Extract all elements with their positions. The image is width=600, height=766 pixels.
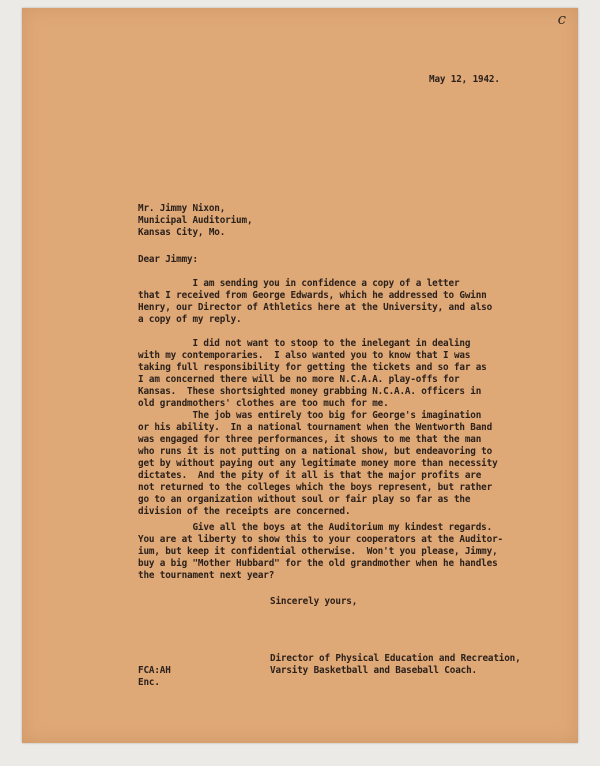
- body-line: ium, but keep it confidential otherwise. Won't you please, Jimmy,: [138, 546, 498, 557]
- body-line: not returned to the colleges which the boys represent, but rather: [138, 482, 493, 493]
- body-line: taking full responsibility for getting the tickets and so far as: [138, 362, 487, 373]
- body-line: go to an organization without soul or fair play so far as the: [138, 494, 471, 505]
- address-line: Mr. Jimmy Nixon,: [138, 203, 226, 214]
- body-line: buy a big "Mother Hubbard" for the old grandmother when he handles: [138, 558, 498, 569]
- body-line: or his ability. In a national tournament when the Wentworth Band: [138, 422, 493, 433]
- body-line: who runs it is not putting on a national show, but endeavoring to: [138, 446, 493, 457]
- body-line: I am concerned there will be no more N.C.A.A. play-offs for: [138, 374, 460, 385]
- signature-line: Varsity Basketball and Baseball Coach.: [270, 665, 477, 676]
- corner-mark: c: [557, 10, 566, 28]
- body-line: The job was entirely too big for George's imagination: [138, 410, 482, 421]
- initials-line: FCA:AH: [138, 665, 171, 676]
- closing: Sincerely yours,: [270, 596, 358, 607]
- body-line: old grandmothers' clothes are too much for me.: [138, 398, 389, 409]
- enclosure-line: Enc.: [138, 677, 160, 688]
- body-line: with my contemporaries. I also wanted you to know that I was: [138, 350, 471, 361]
- body-line: Kansas. These shortsighted money grabbing N.C.A.A. officers in: [138, 386, 482, 397]
- body-line: that I received from George Edwards, which he addressed to Gwinn: [138, 290, 487, 301]
- body-line: I am sending you in confidence a copy of a letter: [138, 278, 460, 289]
- signature-line: Director of Physical Education and Recreation,: [270, 653, 521, 664]
- salutation: Dear Jimmy:: [138, 254, 198, 265]
- letter-page: [22, 8, 578, 743]
- body-line: get by without paying out any legitimate money more than necessity: [138, 458, 498, 469]
- body-line: dictates. And the pity of it all is that the major profits are: [138, 470, 482, 481]
- body-line: was engaged for three performances, it shows to me that the man: [138, 434, 482, 445]
- body-line: Give all the boys at the Auditorium my kindest regards.: [138, 522, 493, 533]
- body-line: I did not want to stoop to the inelegant in dealing: [138, 338, 471, 349]
- body-line: division of the receipts are concerned.: [138, 506, 351, 517]
- body-line: You are at liberty to show this to your cooperators at the Auditor-: [138, 534, 503, 545]
- body-line: a copy of my reply.: [138, 314, 242, 325]
- address-line: Kansas City, Mo.: [138, 227, 226, 238]
- address-line: Municipal Auditorium,: [138, 215, 253, 226]
- letter-date: May 12, 1942.: [429, 74, 500, 85]
- body-line: Henry, our Director of Athletics here at the University, and also: [138, 302, 493, 313]
- body-line: the tournament next year?: [138, 570, 275, 581]
